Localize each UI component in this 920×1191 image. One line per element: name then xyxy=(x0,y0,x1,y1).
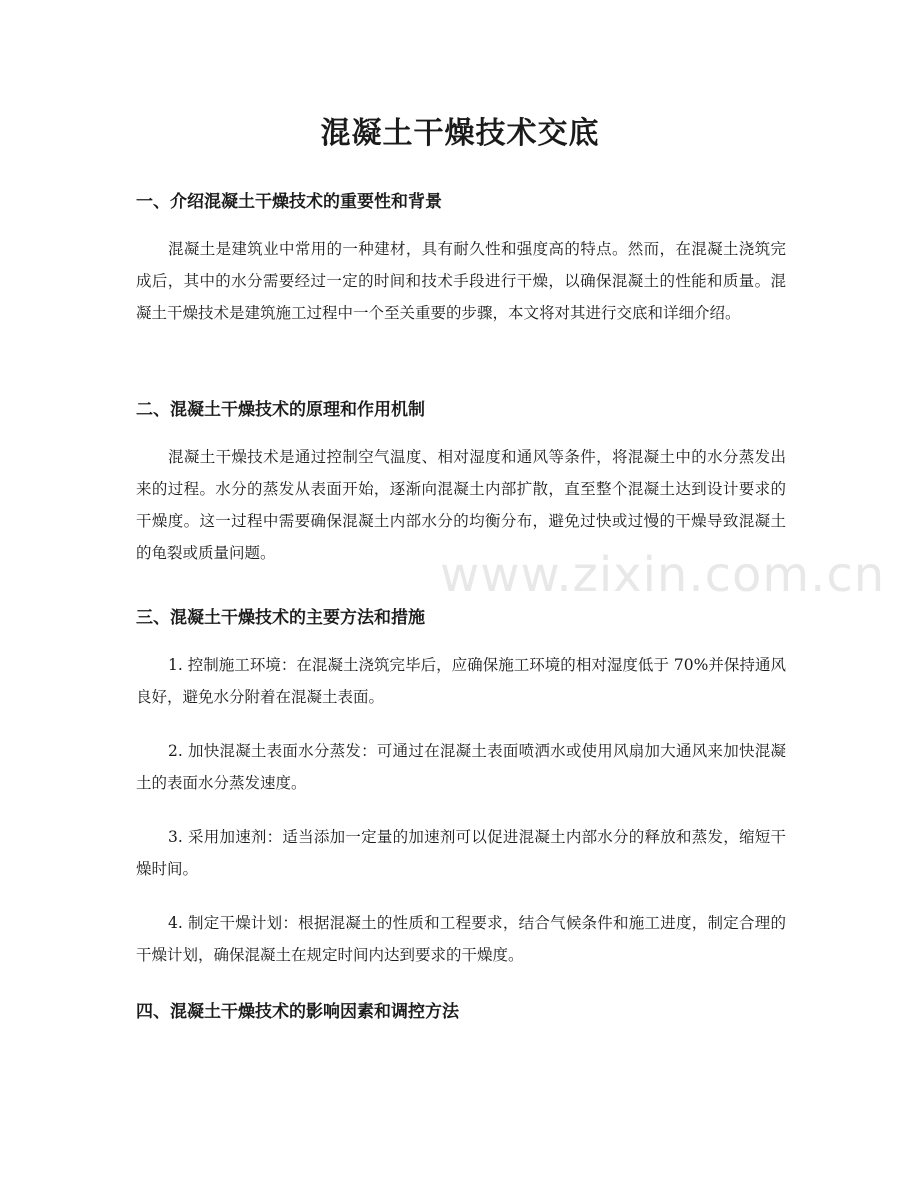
section-2 xyxy=(136,398,786,569)
list-item: 2. 加快混凝土表面水分蒸发：可通过在混凝土表面喷洒水或使用风扇加大通风来加快混凝土的表面水分蒸发速度。 xyxy=(136,742,786,792)
document-title: 混凝土干燥技术交底 xyxy=(320,116,600,151)
section-3 xyxy=(136,606,786,971)
section-1 xyxy=(136,190,786,329)
section-paragraph: 混凝土干燥技术是通过控制空气温度、相对湿度和通风等条件，将混凝土中的水分蒸发出来的过程。水分的蒸发从表面开始，逐渐向混凝土内部扩散，直至整个混凝土达到设计要求的干燥度。这一过程中需要确保混凝土内部水分的均衡分布，避免过快或过慢的干燥导致混凝土的龟裂或质量问题。 xyxy=(136,448,786,562)
list-item: 3. 采用加速剂：适当添加一定量的加速剂可以促进混凝土内部水分的释放和蒸发，缩短干燥时间。 xyxy=(136,828,786,878)
section-heading: 三、混凝土干燥技术的主要方法和措施 xyxy=(136,608,425,628)
section-4 xyxy=(136,1000,786,1024)
section-heading: 一、介绍混凝土干燥技术的重要性和背景 xyxy=(136,192,442,212)
list-item: 1. 控制施工环境：在混凝土浇筑完毕后，应确保施工环境的相对湿度低于 70%并保持通风良好，避免水分附着在混凝土表面。 xyxy=(136,656,786,706)
section-heading: 四、混凝土干燥技术的影响因素和调控方法 xyxy=(136,1002,459,1022)
watermark: www.zixin.com.cn xyxy=(440,547,886,603)
section-heading: 二、混凝土干燥技术的原理和作用机制 xyxy=(136,400,425,420)
section-paragraph: 混凝土是建筑业中常用的一种建材，具有耐久性和强度高的特点。然而，在混凝土浇筑完成后，其中的水分需要经过一定的时间和技术手段进行干燥，以确保混凝土的性能和质量。混凝土干燥技术是建筑施工过程中一个至关重要的步骤，本文将对其进行交底和详细介绍。 xyxy=(136,240,786,322)
list-item: 4. 制定干燥计划：根据混凝土的性质和工程要求，结合气候条件和施工进度，制定合理的干燥计划，确保混凝土在规定时间内达到要求的干燥度。 xyxy=(136,914,786,964)
